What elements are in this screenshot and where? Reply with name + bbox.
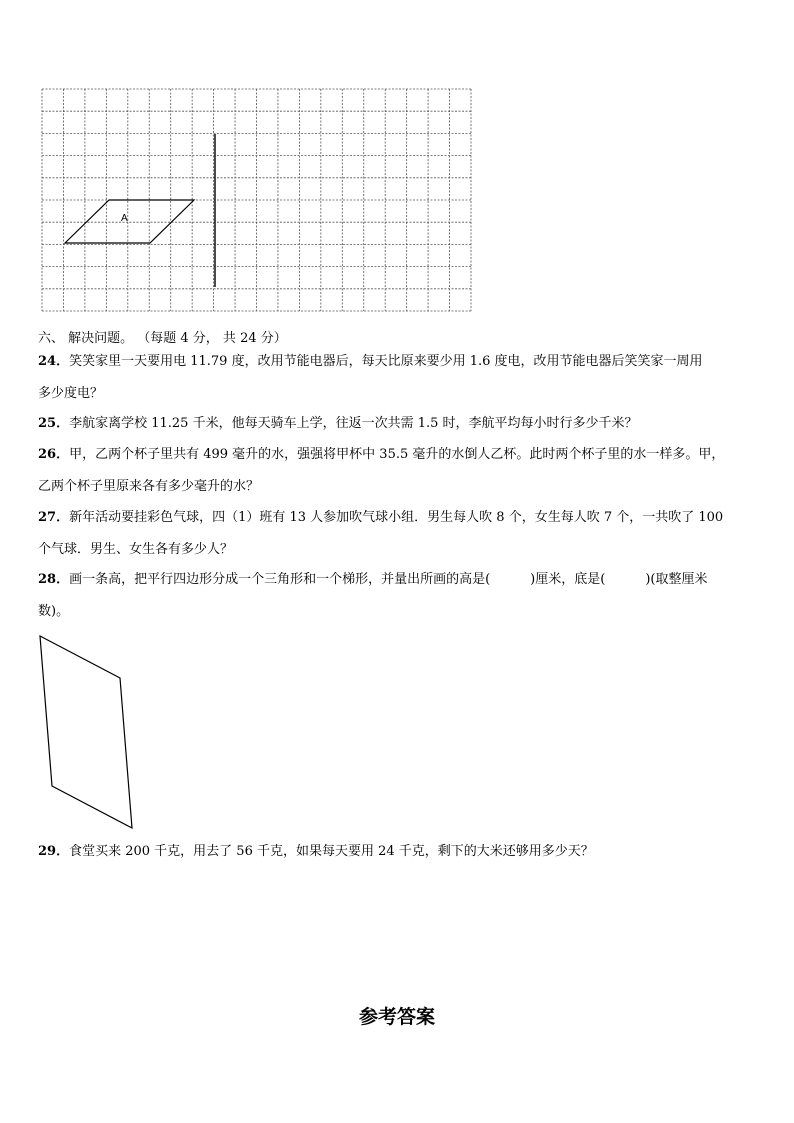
parallelogram-svg — [36, 632, 136, 830]
question-text: 个气球．男生、女生各有多少人？ — [38, 542, 234, 557]
question-29: 29．食堂买来 200 千克，用去了 56 千克，如果每天要用 24 千克，剩下的大米还够用多少天？ — [38, 844, 594, 859]
grid-figure — [41, 88, 472, 312]
question-25: 25．李航家离学校 11.25 千米，他每天骑车上学，往返一次共需 1.5 时，李航平均每小时行多少千米？ — [38, 416, 638, 431]
question-text: 笑笑家里一天要用电 11.79 度，改用节能电器后，每天比原来要少用 1.6 度电，改用节能电器后笑笑家一周用 — [69, 354, 703, 369]
answer-section-title: 参考答案 — [358, 1006, 435, 1028]
question-27: 27．新年活动要挂彩色气球，四（1）班有 13 人参加吹气球小组．男生每人吹 8 个，女生每人吹 7 个，一共吹了 100 个气球．男生、女生各有多少人？ — [38, 510, 724, 557]
question-text: 数)。 — [38, 604, 70, 619]
parallelogram-figure — [36, 632, 136, 830]
question-text: )(取整厘米 — [645, 572, 708, 587]
question-text: 李航家离学校 11.25 千米，他每天骑车上学，往返一次共需 1.5 时，李航平均每小时行多少千米？ — [69, 416, 638, 431]
question-26: 26．甲，乙两个杯子里共有 499 毫升的水，强强将甲杯中 35.5 毫升的水倒人乙杯。此时两个杯子里的水一样多。甲， 乙两个杯子里原来各有多少毫升的水？ — [38, 447, 725, 494]
question-text: 乙两个杯子里原来各有多少毫升的水？ — [38, 479, 260, 494]
shape-label-a: A — [121, 213, 128, 224]
question-text: )厘米，底是( — [530, 572, 606, 587]
question-text: 食堂买来 200 千克，用去了 56 千克，如果每天要用 24 千克，剩下的大米还够用多少天？ — [69, 844, 594, 859]
question-text: 甲，乙两个杯子里共有 499 毫升的水，强强将甲杯中 35.5 毫升的水倒人乙杯。此时两个杯子里的水一样多。甲， — [69, 447, 725, 462]
question-24: 24．笑笑家里一天要用电 11.79 度，改用节能电器后，每天比原来要少用 1.6 度电，改用节能电器后笑笑家一周用 多少度电？ — [38, 354, 703, 401]
question-28: 28．画一条高，把平行四边形分成一个三角形和一个梯形，并量出所画的高是( )厘米，底是( )(取整厘米 数)。 — [38, 572, 708, 619]
question-text: 画一条高，把平行四边形分成一个三角形和一个梯形，并量出所画的高是( — [69, 572, 491, 587]
section-title: 六、 解决问题。 （每题 4 分， 共 24 分） — [38, 331, 287, 346]
question-text: 新年活动要挂彩色气球，四（1）班有 13 人参加吹气球小组．男生每人吹 8 个，女生每人吹 7 个，一共吹了 100 — [69, 510, 724, 525]
grid-svg — [41, 88, 472, 312]
question-text: 多少度电？ — [38, 386, 104, 401]
parallelogram-outline — [40, 636, 132, 828]
parallelogram-a — [65, 200, 194, 243]
